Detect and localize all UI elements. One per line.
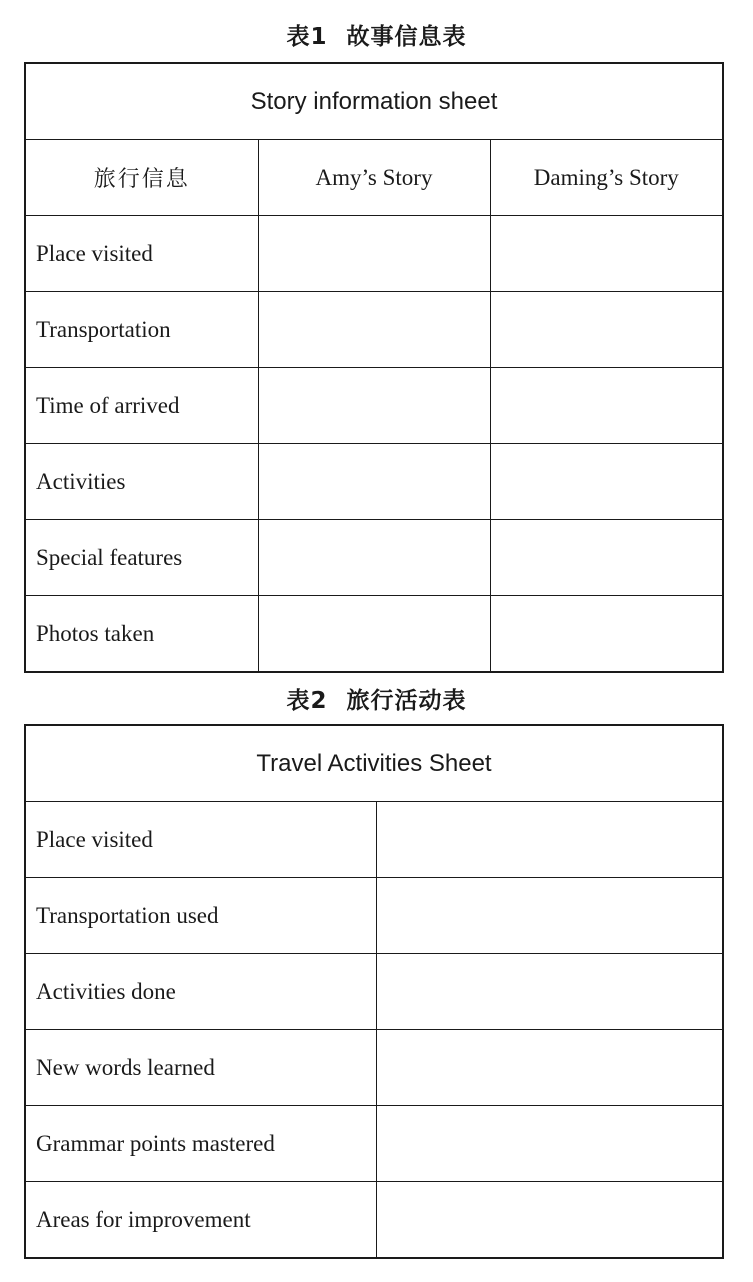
travel-table-title: Travel Activities Sheet (25, 725, 723, 802)
row-label: Activities (25, 444, 258, 520)
table-header-row (25, 140, 723, 216)
row-label: Special features (25, 520, 258, 596)
row-label: Areas for improvement (25, 1182, 376, 1259)
blank-cell (490, 596, 723, 673)
blank-cell (490, 216, 723, 292)
row-label: Transportation used (25, 878, 376, 954)
table-row (25, 520, 723, 596)
blank-cell (258, 596, 490, 673)
blank-cell (376, 878, 723, 954)
row-label: New words learned (25, 1030, 376, 1106)
row-label: Grammar points mastered (25, 1106, 376, 1182)
table-row (25, 954, 723, 1030)
table-row (25, 1030, 723, 1106)
travel-activities-table (24, 724, 724, 1259)
row-label: Activities done (25, 954, 376, 1030)
table-row (25, 1182, 723, 1259)
blank-cell (490, 444, 723, 520)
table-row (25, 596, 723, 673)
blank-cell (376, 802, 723, 878)
header-daming-story: Daming’s Story (490, 140, 723, 216)
table-2-caption: 表2 旅行活动表 (286, 688, 467, 714)
table-row (25, 878, 723, 954)
table-row (25, 216, 723, 292)
row-label: Place visited (25, 216, 258, 292)
table-row (25, 802, 723, 878)
blank-cell (258, 444, 490, 520)
blank-cell (376, 1182, 723, 1259)
header-travel-info: 旅行信息 (25, 140, 258, 216)
table-title-row (25, 63, 723, 140)
story-table-title: Story information sheet (25, 63, 723, 140)
blank-cell (258, 292, 490, 368)
blank-cell (490, 292, 723, 368)
header-amy-story: Amy’s Story (258, 140, 490, 216)
blank-cell (258, 368, 490, 444)
table-row (25, 368, 723, 444)
blank-cell (490, 368, 723, 444)
blank-cell (258, 520, 490, 596)
blank-cell (376, 1106, 723, 1182)
blank-cell (490, 520, 723, 596)
row-label: Photos taken (25, 596, 258, 673)
row-label: Transportation (25, 292, 258, 368)
blank-cell (376, 954, 723, 1030)
table-title-row (25, 725, 723, 802)
row-label: Time of arrived (25, 368, 258, 444)
row-label: Place visited (25, 802, 376, 878)
blank-cell (376, 1030, 723, 1106)
table-row (25, 1106, 723, 1182)
table-row (25, 444, 723, 520)
blank-cell (258, 216, 490, 292)
story-information-table (24, 62, 724, 673)
table-row (25, 292, 723, 368)
table-1-caption: 表1 故事信息表 (286, 24, 467, 50)
